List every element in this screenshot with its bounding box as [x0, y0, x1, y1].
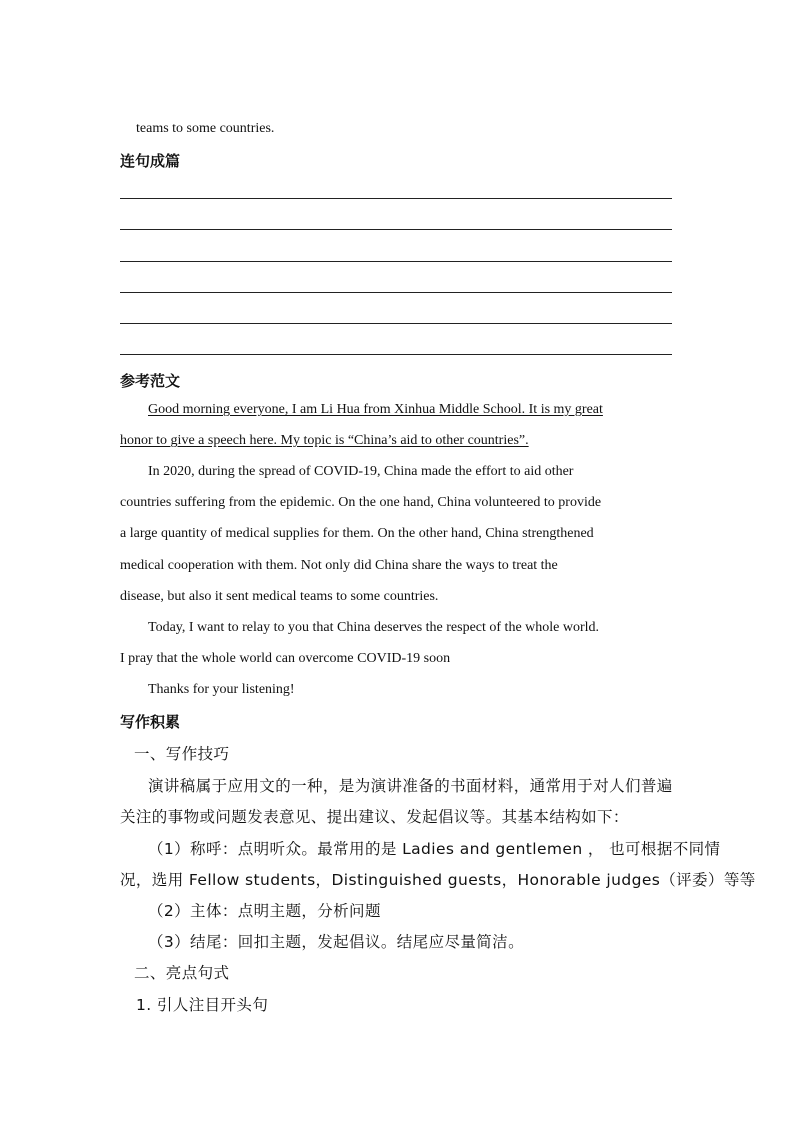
writing-line — [120, 229, 672, 230]
model-closing-line: Thanks for your listening! — [148, 682, 295, 697]
highlight-item-1: 1. 引人注目开头句 — [136, 996, 269, 1014]
structure-item-1-line1: （1）称呼：点明听众。最常用的是 Ladies and gentlemen ， 也可根据不同情 — [148, 840, 721, 858]
model-para2-line: a large quantity of medical supplies for them. On the other hand, China strengthened — [120, 526, 594, 541]
section-heading-writing-accumulation: 写作积累 — [120, 713, 181, 731]
writing-line — [120, 198, 672, 199]
model-para2-line: countries suffering from the epidemic. On the one hand, China volunteered to provide — [120, 495, 602, 510]
subheading-writing-skills: 一、写作技巧 — [134, 745, 230, 763]
model-para2-line: disease, but also it sent medical teams to some countries. — [120, 589, 439, 604]
structure-item-1-line2: 况，选用 Fellow students，Distinguished guests，Honorable judges（评委）等等 — [120, 871, 756, 889]
model-para3-line: I pray that the whole world can overcome COVID-19 soon — [120, 651, 451, 666]
model-para1-line2: honor to give a speech here. My topic is “China’s aid to other countries”. — [120, 433, 529, 448]
writing-line — [120, 261, 672, 262]
intro-line: 关注的事物或问题发表意见、提出建议、发起倡议等。其基本结构如下： — [120, 808, 629, 826]
writing-line — [120, 323, 672, 324]
continued-text-line: teams to some countries. — [136, 121, 275, 136]
model-para3-line: Today, I want to relay to you that China deserves the respect of the whole world. — [148, 620, 600, 635]
writing-line — [120, 354, 672, 355]
section-heading-model-essay: 参考范文 — [120, 372, 181, 390]
model-para1-line1: Good morning everyone, I am Li Hua from Xinhua Middle School. It is my great — [148, 402, 603, 417]
structure-item-3: （3）结尾：回扣主题，发起倡议。结尾应尽量简洁。 — [148, 933, 524, 951]
writing-line — [120, 292, 672, 293]
model-para2-line: medical cooperation with them. Not only did China share the ways to treat the — [120, 558, 558, 573]
model-para2-line: In 2020, during the spread of COVID-19, China made the effort to aid other — [148, 464, 574, 479]
intro-line: 演讲稿属于应用文的一种，是为演讲准备的书面材料，通常用于对人们普遍 — [148, 777, 673, 795]
section-heading-connect-sentences: 连句成篇 — [120, 152, 181, 170]
structure-item-2: （2）主体：点明主题，分析问题 — [148, 902, 381, 920]
subheading-highlight-sentences: 二、亮点句式 — [134, 964, 230, 982]
